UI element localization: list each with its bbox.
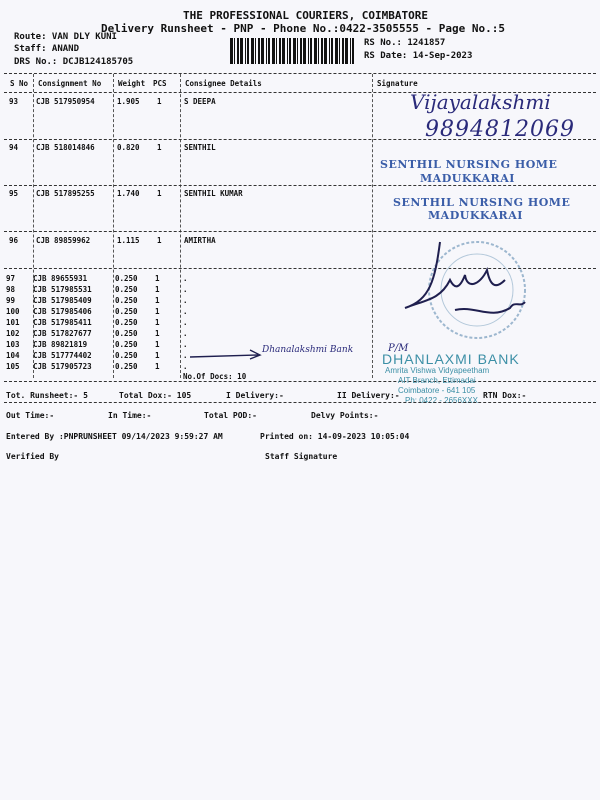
table-row-consignment: CJB 517905723 (33, 362, 92, 371)
table-row-pcs: 1 (157, 236, 162, 245)
col-header-pcs: PCS (153, 79, 167, 88)
table-row-consignment: CJB 517985409 (33, 296, 92, 305)
table-row-consignee: . (183, 285, 188, 294)
entered-by: Entered By :PNPRUNSHEET 09/14/2023 9:59:27 AM (6, 432, 223, 441)
table-row-consignment: CJB 517985406 (33, 307, 92, 316)
table-row-weight: 1.905 (117, 97, 140, 106)
table-row-consignee: . (183, 340, 188, 349)
ii-delivery: II Delivery:- (337, 391, 400, 400)
col-header-consignee: Consignee Details (185, 79, 262, 88)
table-row-pcs: 1 (155, 351, 160, 360)
table-row-sno: 102 (6, 329, 20, 338)
stamp-nursing-home-1-place: MADUKKARAI (420, 172, 515, 185)
table-row-pcs: 1 (155, 362, 160, 371)
table-row-pcs: 1 (155, 329, 160, 338)
table-row-pcs: 1 (155, 296, 160, 305)
table-row-pcs: 1 (155, 307, 160, 316)
bank-stamp-line4: Ph: 0422 - 2656XXX (405, 396, 478, 405)
bank-pm-note: P/M (388, 343, 409, 354)
table-row-weight: 1.115 (117, 236, 140, 245)
table-row-consignee: . (183, 351, 188, 360)
round-seal-signature (395, 230, 555, 345)
table-row-pcs: 1 (155, 285, 160, 294)
stamp-nursing-home-1: SENTHIL NURSING HOME (380, 158, 558, 171)
table-row-weight: 0.250 (115, 318, 138, 327)
verified-by: Verified By (6, 452, 59, 461)
signature-handwritten-name: Vijayalakshmi (410, 90, 551, 114)
table-row-sno: 101 (6, 318, 20, 327)
table-row-sno: 96 (9, 236, 19, 245)
table-row-sno: 94 (9, 143, 19, 152)
runsheet-subtitle: Delivery Runsheet - PNP - Phone No.:0422-3505555 - Page No.:5 (101, 22, 505, 35)
drs-number: DRS No.: DCJB124185705 (14, 57, 134, 67)
table-row-consignment: CJB 89821819 (33, 340, 88, 349)
barcode-graphic (230, 38, 356, 64)
table-row-sno: 97 (6, 274, 16, 283)
table-row-consignment: CJB 517895255 (36, 189, 95, 198)
table-row-consignment: CJB 517985531 (33, 285, 92, 294)
no-of-docs: No.Of Docs: 10 (183, 372, 247, 381)
table-row-consignment: CJB 89859962 (36, 236, 91, 245)
i-delivery: I Delivery:- (226, 391, 284, 400)
table-row-sno: 100 (6, 307, 20, 316)
table-row-weight: 1.740 (117, 189, 140, 198)
staff-signature: Staff Signature (265, 452, 338, 461)
divider (4, 185, 596, 186)
table-row-weight: 0.250 (115, 285, 138, 294)
rs-number: RS No.: 1241857 (364, 38, 446, 48)
out-time: Out Time:- (6, 411, 55, 420)
in-time: In Time:- (108, 411, 152, 420)
table-row-sno: 99 (6, 296, 16, 305)
col-header-weight: Weight (118, 79, 146, 88)
total-dox: Total Dox:- 105 (119, 391, 192, 400)
signature-handwritten-phone: 9894812069 (425, 117, 575, 142)
rtn-dox: RTN Dox:- (483, 391, 527, 400)
table-row-weight: 0.250 (115, 340, 138, 349)
table-row-consignment: CJB 517827677 (33, 329, 92, 338)
table-row-consignment: CJB 89655931 (33, 274, 88, 283)
table-row-consignee: SENTHIL (184, 143, 216, 152)
table-row-consignee: . (183, 307, 188, 316)
divider (4, 402, 596, 403)
column-line (113, 74, 114, 378)
bank-stamp-line3: Coimbatore - 641 105 (398, 386, 476, 395)
table-row-consignee: . (183, 296, 188, 305)
column-line (180, 74, 181, 378)
table-row-weight: 0.820 (117, 143, 140, 152)
column-line (372, 74, 373, 378)
table-row-pcs: 1 (155, 274, 160, 283)
handwritten-bank-note: Dhanalakshmi Bank (262, 345, 354, 355)
table-row-consignment: CJB 517985411 (33, 318, 92, 327)
table-row-weight: 0.250 (115, 362, 138, 371)
table-row-consignee: . (183, 318, 188, 327)
total-pod: Total POD:- (204, 411, 257, 420)
stamp-nursing-home-2: SENTHIL NURSING HOME (393, 196, 571, 209)
table-row-consignee: . (183, 274, 188, 283)
table-row-sno: 93 (9, 97, 19, 106)
table-row-pcs: 1 (155, 318, 160, 327)
table-row-consignee: . (183, 362, 188, 371)
table-row-sno: 95 (9, 189, 19, 198)
table-row-pcs: 1 (157, 189, 162, 198)
divider (4, 73, 596, 74)
table-row-weight: 0.250 (115, 307, 138, 316)
table-row-weight: 0.250 (115, 351, 138, 360)
stamp-nursing-home-2-place: MADUKKARAI (428, 209, 523, 222)
tot-runsheet: Tot. Runsheet:- 5 (6, 391, 88, 400)
table-row-consignment: CJB 517950954 (36, 97, 95, 106)
bank-stamp-name: DHANLAXMI BANK (382, 351, 520, 367)
table-row-pcs: 1 (157, 143, 162, 152)
table-row-weight: 0.250 (115, 329, 138, 338)
divider (4, 381, 596, 382)
table-row-sno: 105 (6, 362, 20, 371)
table-row-pcs: 1 (155, 340, 160, 349)
table-row-consignee: S DEEPA (184, 97, 216, 106)
table-row-consignee: . (183, 329, 188, 338)
table-row-consignee: SENTHIL KUMAR (184, 189, 243, 198)
col-header-consignment: Consignment No (38, 79, 102, 88)
table-row-pcs: 1 (157, 97, 162, 106)
table-row-sno: 103 (6, 340, 20, 349)
staff-label: Staff: ANAND (14, 44, 80, 54)
table-row-sno: 104 (6, 351, 20, 360)
barcode (230, 38, 356, 64)
bank-stamp-line1: Amrita Vishwa Vidyapeetham (385, 366, 490, 375)
table-row-consignment: CJB 517774402 (33, 351, 92, 360)
company-title: THE PROFESSIONAL COURIERS, COIMBATORE (183, 9, 429, 22)
table-row-weight: 0.250 (115, 296, 138, 305)
table-row-consignee: AMIRTHA (184, 236, 216, 245)
col-header-sno: S No (10, 79, 29, 88)
rs-date: RS Date: 14-Sep-2023 (364, 51, 473, 61)
delvy-points: Delvy Points:- (311, 411, 379, 420)
table-row-weight: 0.250 (115, 274, 138, 283)
table-row-sno: 98 (6, 285, 16, 294)
route-label: Route: VAN DLY KUNI (14, 32, 117, 42)
printed-on: Printed on: 14-09-2023 10:05:04 (260, 432, 410, 441)
table-row-consignment: CJB 518014846 (36, 143, 95, 152)
bank-stamp-line2: AIT Branch, Ettimadai (398, 376, 476, 385)
col-header-signature: Signature (377, 79, 418, 88)
